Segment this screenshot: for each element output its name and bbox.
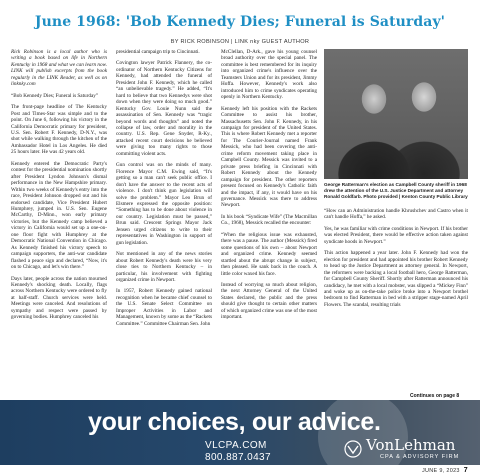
author-intro: Rick Robinson is a local author who is writing a book based on life in Northern Kentucky in 1968 and what we can learn now. LINK will publish excerpts from the book regularly in the LINK Reader, as well as on linknky.com [11, 49, 107, 88]
historical-photo [324, 49, 468, 179]
paragraph: Yes, he was familiar with crime conditions in Newport. If his brother was elected President, there would be effective action taken against syndicate hoods in Newport.” [324, 225, 468, 245]
paragraph: The front-page headline of The Kentucky Post and Times-Star was simple and to the point. On June 6, following his victory in the California Democratic primary for president, U.S. Sen. Robert F. Kennedy, D-N.Y., was shot while walking through the kitchen of the Ambassador Hotel in Los Angeles. He died 25 hours later. He was 42 years old. [11, 104, 107, 156]
paragraph: This action happened a year later. John F. Kennedy had won the election for president and had appointed his brother Robert Kennedy to head up the Justice Department as attorney general. In Newport, the reformers were backing a local football hero, George Ratterman, for Campbell County Sheriff. Shortly after Ratterman announced his candidacy, he met with a local mobster, was slipped a “Mickey Finn” and woke up as on-the-take police broke into a Newport brothel bedroom to find Ratterman in bed with a stripper stage-named April Flowers. The scandal, resulting trials [324, 250, 468, 308]
paragraph: “How can an Administration handle Khrushchev and Castro when it can't handle Hoffa,” he asked. [324, 208, 468, 221]
page-number: 7 [463, 467, 468, 474]
ad-url-link[interactable]: VLCPA.COM [205, 440, 267, 451]
ad-headline: your choices, our advice. [88, 408, 381, 436]
ad-tagline: CPA & ADVISORY FIRM [380, 454, 460, 460]
paragraph: In 1957, Robert Kennedy gained national recognition when he became chief counsel to the U.S. Senate Select Committee on Improper Activities in Labor and Management, known by some as the “Rackets Committee.” Committee Chairman Sen. John [116, 288, 212, 327]
text-column-2 [116, 49, 212, 332]
paragraph: Covington lawyer Patrick Flannery, the co-ordinator of Northern Kentucky Citizens for Kennedy, had attended the funeral of President John F. Kennedy, which he called “an unbelievable tragedy.” He added, “It's hard to believe that two Kennedys were shot down when they were doing so much good.” Kentucky Gov. Louie Nunn said the assassination of Sen. Kennedy was “tragic beyond words and thoughts” and noted the collapse of law, order and morality in the country. U.S. Rep. Gene Snyder, R-Ky., attacked recent court decisions he believed were giving too many rights to those committing violent acts. [116, 60, 212, 157]
paragraph: In his book “Syndicate Wife” (The Macmillan Co., 1968), Messick recalled the encounter: [221, 213, 317, 227]
page-footer [422, 467, 468, 474]
article-headline: June 1968: 'Bob Kennedy Dies; Funeral is Saturday' [34, 14, 446, 30]
paragraph: Gun control was on the minds of many. Florence Mayor C.M. Ewing said, “It's getting so a man can't seek public office. I don't have the answer to the recent acts of violence. I don't think gun legislation will solve the problem.” Mayor Leo Brun of Elsmere expressed the opposite position: “Something has to be done about violence in our country. Legislation must be passed,” Brun said. Crescent Springs Mayor Jack Jensen urged citizens to write to their representatives in Washington in support of gun legislation. [116, 162, 212, 246]
ad-brand-name: VonLehman [366, 436, 456, 454]
paragraph: McClellan, D-Ark., gave his young counsel broad authority over the special panel. The committee is best remembered for its inquiry into organized crime's influence over the Teamsters Union and for its president, Jimmy Hoffa. However, Kennedy's work also introduced him to crime syndicates operating openly in Northern Kentucky. [221, 49, 317, 101]
paragraph: Days later, people across the nation mourned Kennedy's shocking death. Locally, flags across Northern Kentucky were ordered to fly at half-staff. Church services were held. Meetings were canceled. And resolutions of sympathy and respect were passed by governing bodies. Humphrey canceled his [11, 275, 107, 321]
advertisement-banner[interactable] [0, 400, 480, 465]
text-column-1 [11, 49, 107, 326]
ad-phone: 800.887.0437 [205, 452, 271, 463]
paragraph: Kennedy entered the Democratic Party's contest for the presidential nomination shortly after President Lyndon Johnson's dismal performance in the New Hampshire primary. Within two weeks of Kennedy's entry into the race, President Johnson dropped out and his endorsed candidate, Vice President Hubert Humphrey, jumped in. U.S. Sen. Eugene McCarthy, D-Minn., won early primary victories, but the Kennedy camp believed a victory in California would set up a one-on-one floor fight with Humphrey at the Democratic National Convention in Chicago. As Kennedy finished his victory speech to campaign supporters, the anti-war candidate flashed a peace sign and declared, “Now, it's on to Chicago, and let's win there.” [11, 160, 107, 271]
paragraph: Not mentioned in any of the news stories about Robert Kennedy's death were his very close ties to Northern Kentucky – in particular, his involvement with fighting organized crime in Newport. [116, 251, 212, 283]
issue-date: JUNE 9, 2023 [421, 468, 460, 474]
paragraph: presidential campaign trip to Cincinnati. [116, 49, 200, 55]
photo-caption: George Ratterman's election as Campbell County sheriff in 1968 drew the attention of the U.S. Justice Department and attorney Ronald Goldfarb. Photo provided | Kenton County Public Library [324, 182, 468, 199]
text-column-2b [221, 49, 317, 326]
article-byline: BY RICK ROBINSON | LINK nky GUEST AUTHOR [170, 39, 310, 45]
continues-note: Continues on page 8 [410, 393, 460, 399]
paragraph: Instead of worrying so much about religion, the next Attorney General of the United States declared, the public and the press should give thought to certain other matters of which organized crime was one of the most important. [221, 281, 317, 321]
paragraph: “Bob Kennedy Dies; Funeral is Saturday” [11, 92, 99, 99]
paragraph: Kennedy left his position with the Rackets Committee to assist his brother, Massachusetts Sen. John F. Kennedy, in his campaign for president of the United States. This is where Robert Kennedy met a reporter for The Courier-Journal named Frank Messick, who had been covering the anti-crime reform movement taking place in Campbell County. Messick was invited to a private press briefing in Cincinnati with Robert Kennedy about the Kennedy campaign for president. The other reporters present focused on Kennedy's Catholic faith and the impact, if any, it would have on his governance. Messick was there to address Newport. [221, 105, 317, 209]
paragraph: “When the religious issue was exhausted, there was a pause. The author (Messick) fired some questions of his own – about Newport and organized crime. Kennedy seemed startled about the abrupt change in subject, then pleased. He sank back in the couch. A little color waxed his face. [221, 231, 317, 277]
vonlehman-logo-icon [344, 440, 362, 458]
text-column-3 [324, 208, 468, 313]
